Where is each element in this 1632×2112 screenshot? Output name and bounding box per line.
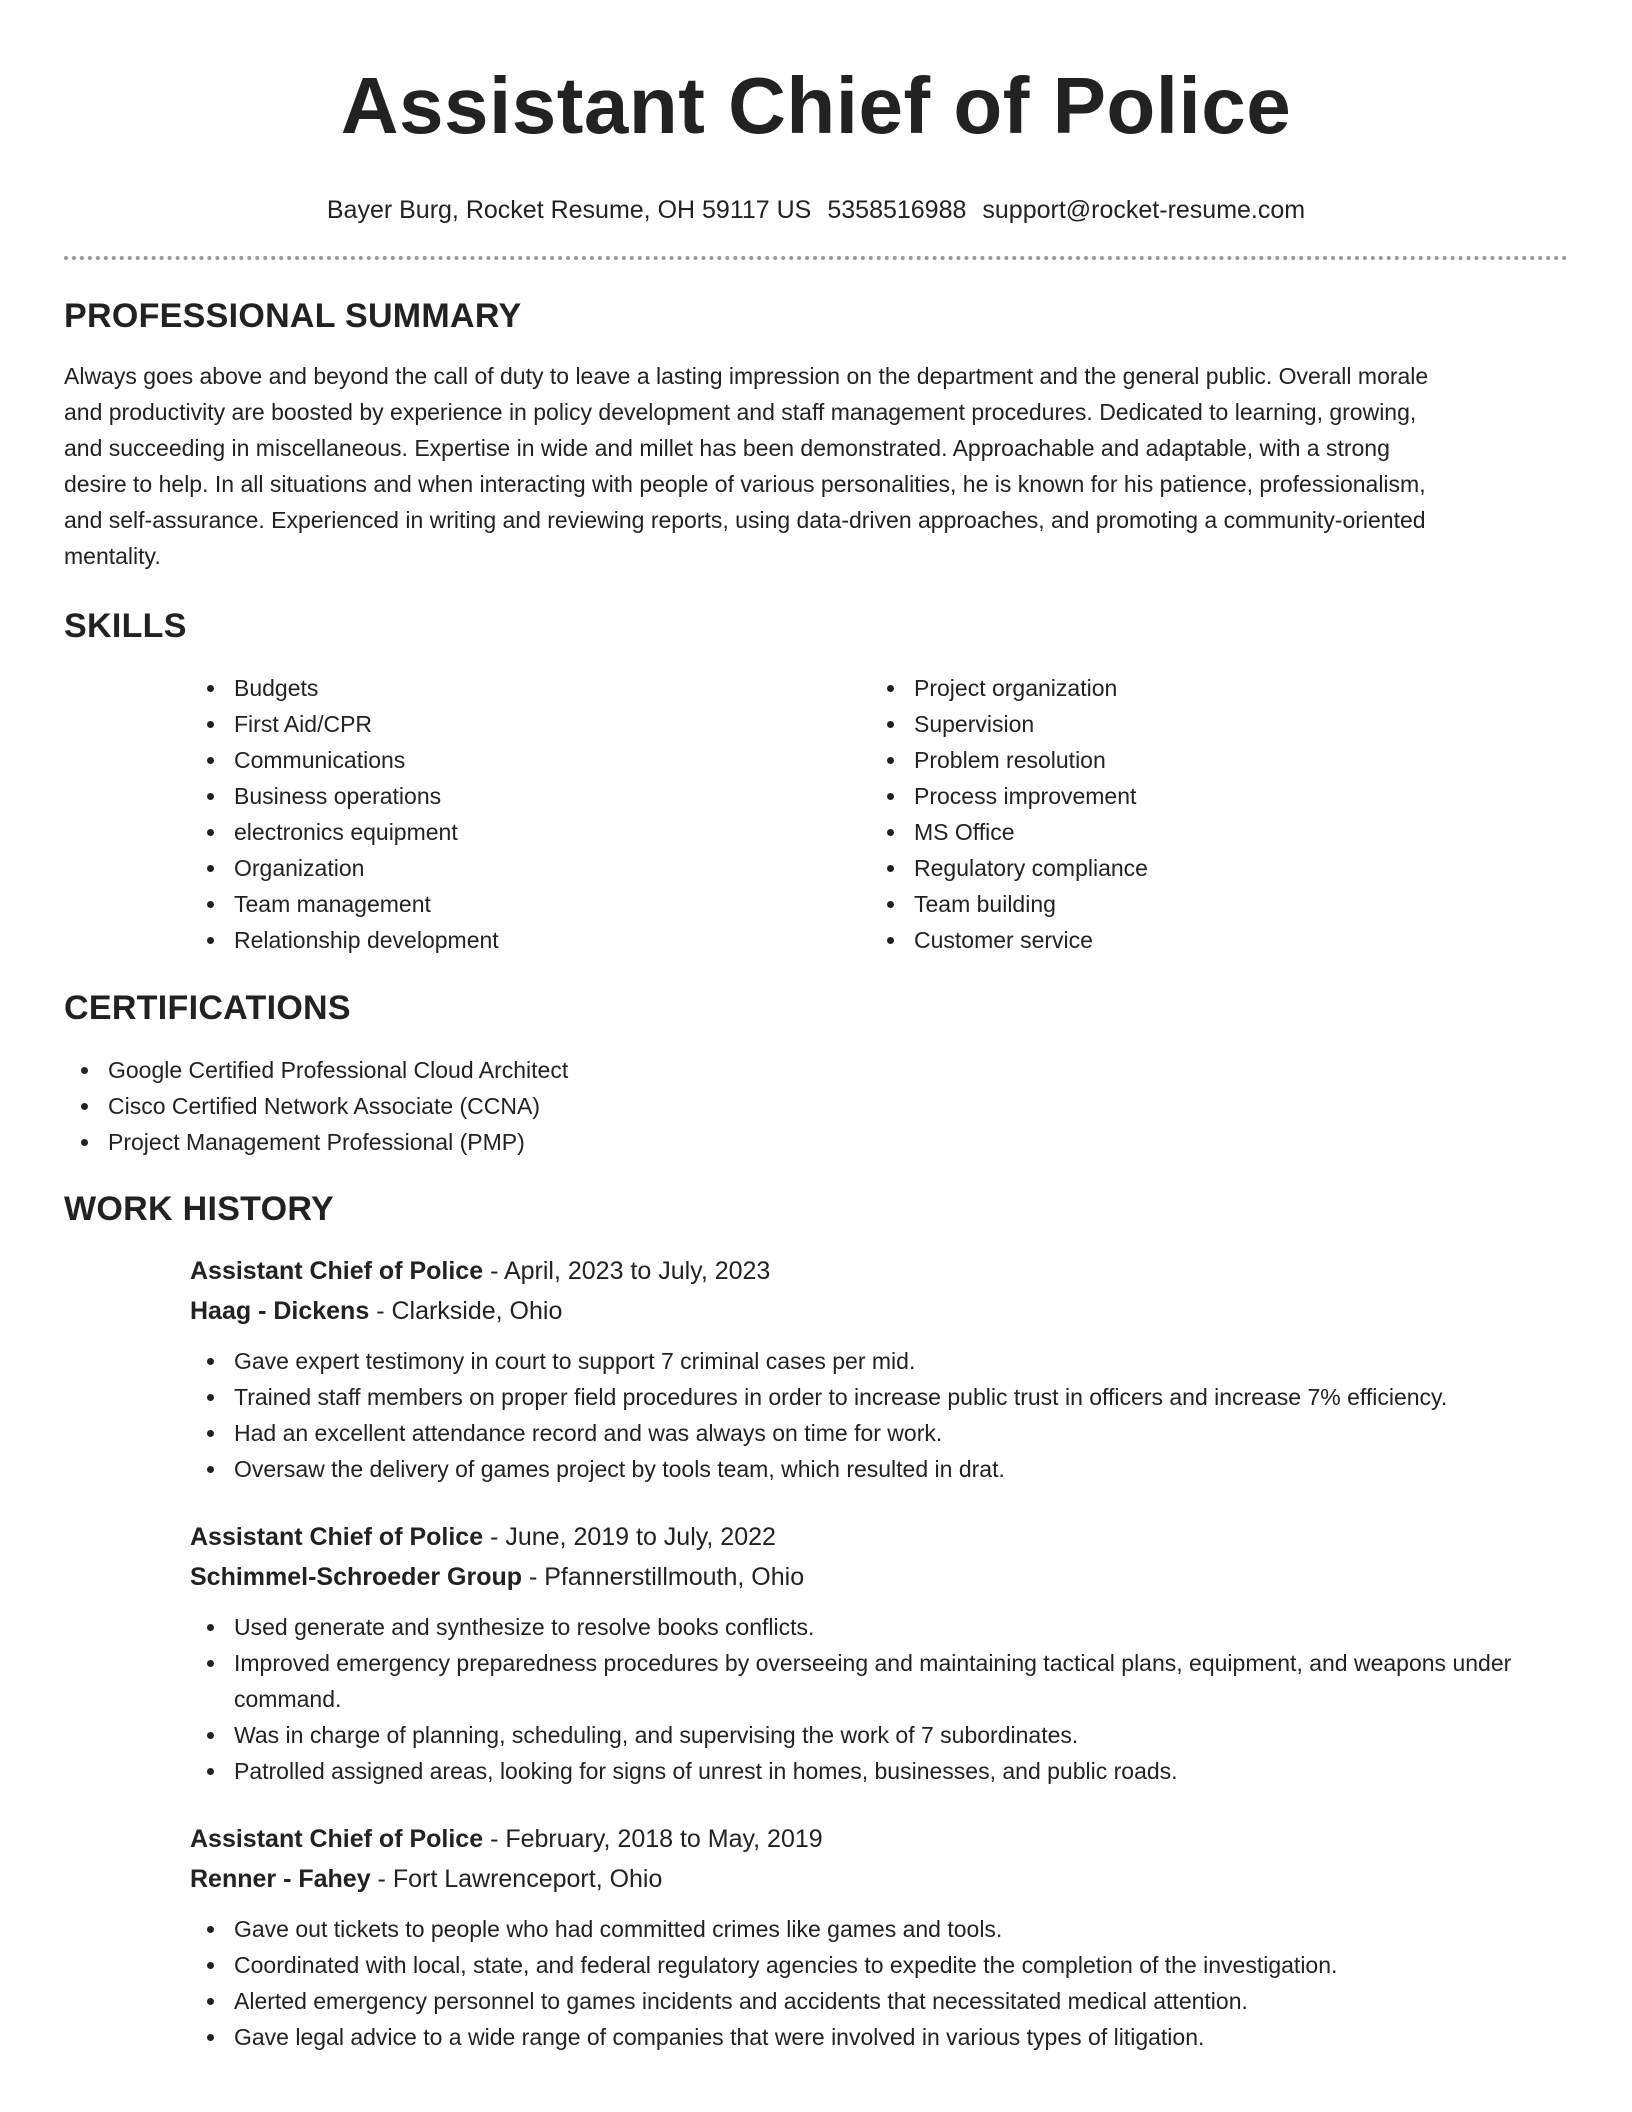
contact-email: support@rocket-resume.com <box>982 196 1306 224</box>
resume-page <box>64 0 1568 2050</box>
job-title: Assistant Chief of Police <box>190 1523 484 1551</box>
skills-grid <box>190 670 1568 958</box>
header-divider <box>64 256 1568 260</box>
job-location: - Fort Lawrenceport, Ohio <box>370 1865 663 1893</box>
job-entry <box>190 1819 1568 2055</box>
job-duty: Trained staff members on proper field procedures in order to increase public trust in officers and increase 7% efficiency. <box>190 1379 1568 1415</box>
job-duty: Used generate and synthesize to resolve books conflicts. <box>190 1609 1568 1645</box>
job-company-line <box>190 1291 1568 1331</box>
job-dates: - June, 2019 to July, 2022 <box>483 1523 776 1551</box>
skill-item: MS Office <box>870 814 1550 850</box>
job-duty: Gave expert testimony in court to support 7 criminal cases per mid. <box>190 1343 1568 1379</box>
certifications-list <box>64 1052 1568 1160</box>
skill-item: Supervision <box>870 706 1550 742</box>
job-duty: Oversaw the delivery of games project by tools team, which resulted in drat. <box>190 1451 1568 1487</box>
job-duty: Coordinated with local, state, and federal regulatory agencies to expedite the completion of the investigation. <box>190 1947 1568 1983</box>
job-duty: Was in charge of planning, scheduling, and supervising the work of 7 subordinates. <box>190 1717 1568 1753</box>
skill-item: Relationship development <box>190 922 870 958</box>
contact-phone: 5358516988 <box>827 196 967 224</box>
job-title-line <box>190 1251 1568 1291</box>
work-history-section <box>64 1189 1568 2055</box>
certification-item: Project Management Professional (PMP) <box>64 1124 1568 1160</box>
contact-line <box>64 195 1568 225</box>
skills-list-right <box>870 670 1550 958</box>
summary-text: Always goes above and beyond the call of duty to leave a lasting impression on the department and the general public. Overall morale and productivity are boosted by experience in policy development and staff management procedures. Dedicated to learning, growing, and succeeding in miscellaneous. Expertise in wide and millet has been demonstrated. Approachable and adaptable, with a strong desire to help. In all situations and when interacting with people of various personalities, he is known for his patience, professionalism, and self-assurance. Experienced in writing and reviewing reports, using data-driven approaches, and promoting a community-oriented mentality. <box>64 363 1429 569</box>
job-duty: Improved emergency preparedness procedures by overseeing and maintaining tactical plans, equipment, and weapons under command. <box>190 1645 1568 1717</box>
job-duties-list <box>190 1911 1568 2055</box>
job-company-line <box>190 1859 1568 1899</box>
skills-section <box>64 606 1568 958</box>
skill-item: Organization <box>190 850 870 886</box>
skill-item: Process improvement <box>870 778 1550 814</box>
job-entry <box>190 1251 1568 1487</box>
skill-item: First Aid/CPR <box>190 706 870 742</box>
summary-heading: PROFESSIONAL SUMMARY <box>64 297 522 335</box>
skill-item: Team building <box>870 886 1550 922</box>
job-title: Assistant Chief of Police <box>190 1825 484 1853</box>
skill-item: Customer service <box>870 922 1550 958</box>
work-history-heading: WORK HISTORY <box>64 1190 334 1228</box>
job-duties-list <box>190 1343 1568 1487</box>
skills-column-right <box>870 670 1550 958</box>
skill-item: Communications <box>190 742 870 778</box>
job-title: Assistant Chief of Police <box>190 1257 484 1285</box>
skill-item: Business operations <box>190 778 870 814</box>
job-duties-list <box>190 1609 1568 1789</box>
certification-item: Google Certified Professional Cloud Architect <box>64 1052 1568 1088</box>
skill-item: Team management <box>190 886 870 922</box>
job-company: Schimmel-Schroeder Group <box>190 1563 523 1591</box>
job-location: - Pfannerstillmouth, Ohio <box>522 1563 805 1591</box>
skill-item: Regulatory compliance <box>870 850 1550 886</box>
job-duty: Gave legal advice to a wide range of companies that were involved in various types of litigation. <box>190 2019 1568 2055</box>
skills-heading: SKILLS <box>64 607 187 645</box>
job-location: - Clarkside, Ohio <box>369 1297 563 1325</box>
certifications-heading: CERTIFICATIONS <box>64 989 351 1027</box>
contact-address: Bayer Burg, Rocket Resume, OH 59117 US <box>326 196 812 224</box>
job-company: Haag - Dickens <box>190 1297 370 1325</box>
skills-column-left <box>190 670 870 958</box>
skill-item: electronics equipment <box>190 814 870 850</box>
candidate-name: Assistant Chief of Police <box>340 61 1292 150</box>
job-title-line <box>190 1517 1568 1557</box>
job-entry <box>190 1517 1568 1789</box>
skill-item: Project organization <box>870 670 1550 706</box>
job-dates: - February, 2018 to May, 2019 <box>483 1825 823 1853</box>
skill-item: Problem resolution <box>870 742 1550 778</box>
job-duty: Alerted emergency personnel to games incidents and accidents that necessitated medical attention. <box>190 1983 1568 2019</box>
certifications-section <box>64 988 1568 1160</box>
job-duty: Patrolled assigned areas, looking for signs of unrest in homes, businesses, and public roads. <box>190 1753 1568 1789</box>
job-duty: Gave out tickets to people who had committed crimes like games and tools. <box>190 1911 1568 1947</box>
skill-item: Budgets <box>190 670 870 706</box>
job-company-line <box>190 1557 1568 1597</box>
job-duty: Had an excellent attendance record and was always on time for work. <box>190 1415 1568 1451</box>
skills-list-left <box>190 670 870 958</box>
resume-header <box>64 61 1568 260</box>
job-company: Renner - Fahey <box>190 1865 371 1893</box>
summary-section <box>64 296 1568 574</box>
job-title-line <box>190 1819 1568 1859</box>
job-dates: - April, 2023 to July, 2023 <box>483 1257 771 1285</box>
certification-item: Cisco Certified Network Associate (CCNA) <box>64 1088 1568 1124</box>
